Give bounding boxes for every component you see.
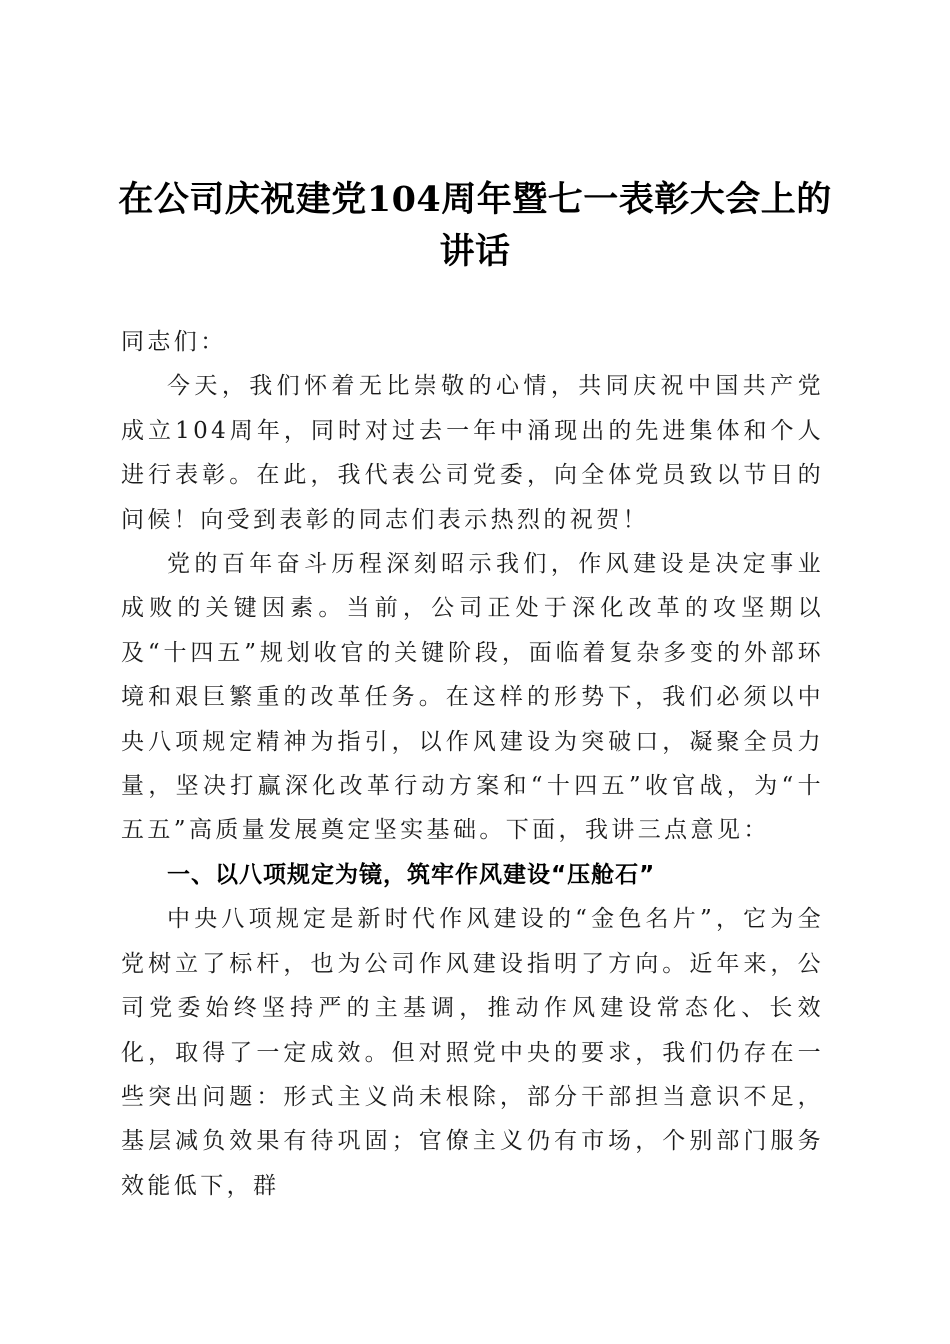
document-body — [121, 320, 824, 1208]
salutation: 同志们： — [121, 329, 227, 355]
document-title: 在公司庆祝建党104周年暨七一表彰大会上的讲话 — [118, 179, 832, 272]
paragraph: 今天，我们怀着无比崇敬的心情，共同庆祝中国共产党成立104周年，同时对过去一年中涌现出的先进集体和个人进行表彰。在此，我代表公司党委，向全体党员致以节日的问候！向受到表彰的同志们表示热烈的祝贺！ — [121, 373, 824, 533]
paragraph: 中央八项规定是新时代作风建设的“金色名片”，它为全党树立了标杆，也为公司作风建设指明了方向。近年来，公司党委始终坚持严的主基调，推动作风建设常态化、长效化，取得了一定成效。但对照党中央的要求，我们仍存在一些突出问题：形式主义尚未根除，部分干部担当意识不足，基层减负效果有待巩固；官僚主义仍有市场，个别部门服务效能低下，群 — [121, 906, 824, 1199]
section-heading: 一、以八项规定为镜，筑牢作风建设“压舱石” — [167, 861, 656, 888]
paragraph: 党的百年奋斗历程深刻昭示我们，作风建设是决定事业成败的关键因素。当前，公司正处于深化改革的攻坚期以及“十四五”规划收官的关键阶段，面临着复杂多变的外部环境和艰巨繁重的改革任务。在这样的形势下，我们必须以中央八项规定精神为指引，以作风建设为突破口，凝聚全员力量，坚决打赢深化改革行动方案和“十四五”收官战，为“十五五”高质量发展奠定坚实基础。下面，我讲三点意见： — [121, 551, 824, 844]
